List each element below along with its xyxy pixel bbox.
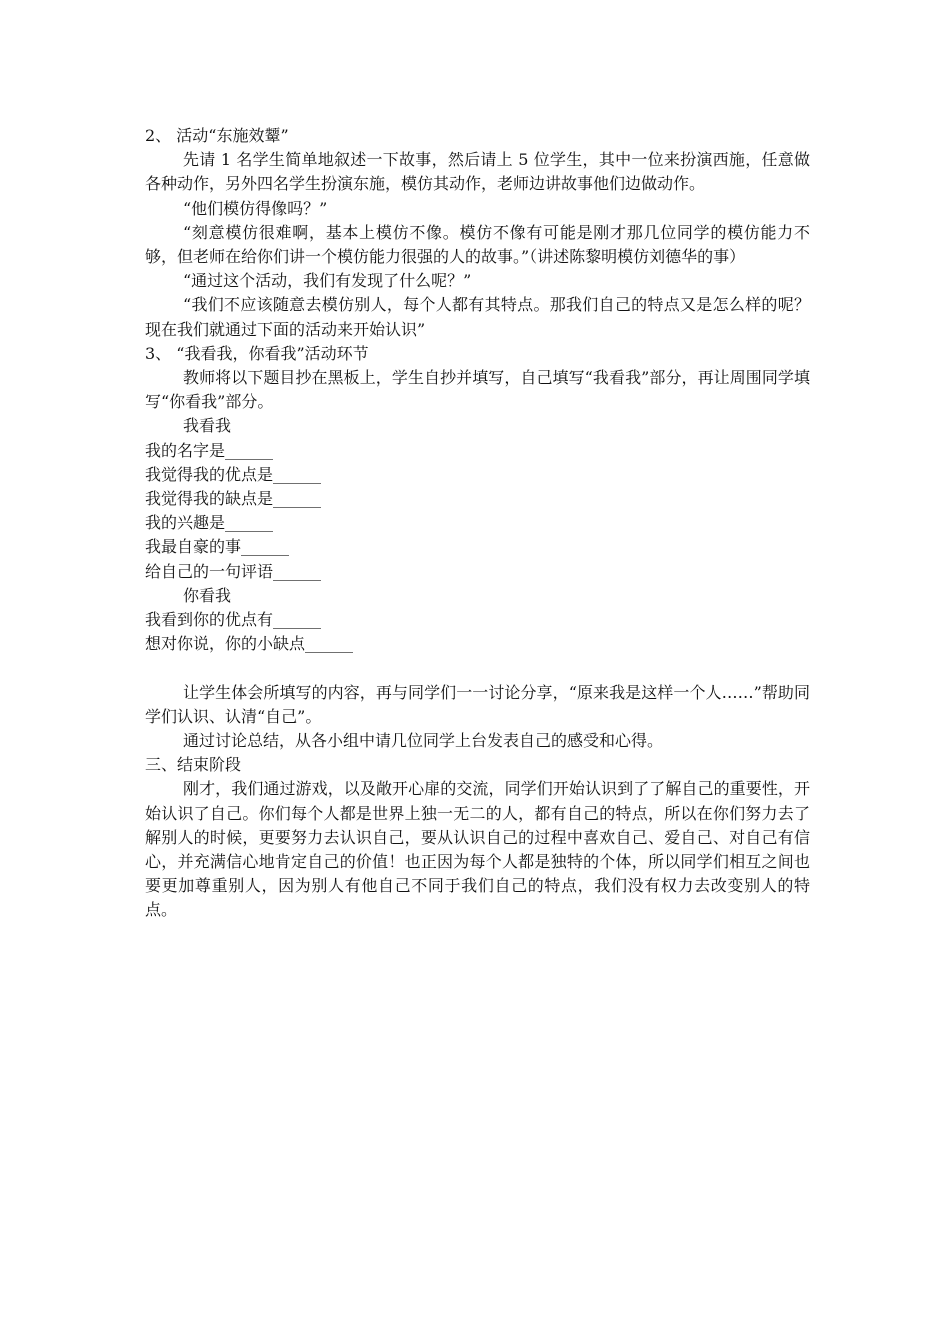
- form-self-item: 我的名字是______: [145, 440, 274, 460]
- form-self-item: 给自己的一句评语______: [145, 561, 322, 581]
- form-self-item: 我觉得我的缺点是______: [145, 489, 322, 509]
- form-title-other: 你看我: [183, 585, 232, 605]
- form-title-self: 我看我: [183, 416, 232, 436]
- discussion-paragraph-2: 通过讨论总结，从各小组中请几位同学上台发表自己的感受和心得。: [183, 731, 664, 751]
- form-other-item: 想对你说，你的小缺点______: [145, 634, 354, 654]
- section-2-question-2: “通过这个活动，我们有发现了什么呢？”: [183, 271, 472, 291]
- form-self-item: 我最自豪的事______: [145, 537, 290, 557]
- blank-line: [145, 656, 810, 680]
- closing-section-heading: 三、结束阶段: [145, 755, 242, 775]
- discussion-paragraph-1: 让学生体会所填写的内容，再与同学们一一讨论分享，“原来我是这样一个人……”帮助同学们认识、认清“自己”。: [145, 682, 810, 726]
- section-2-paragraph-1: 先请 1 名学生简单地叙述一下故事，然后请上 5 位学生，其中一位来扮演西施，任意做各种动作，另外四名学生扮演东施，模仿其动作，老师边讲故事他们边做动作。: [145, 150, 810, 194]
- section-2-paragraph-2: “刻意模仿很难啊，基本上模仿不像。模仿不像有可能是刚才那几位同学的模仿能力不够，但老师在给你们讲一个模仿能力很强的人的故事。”（讲述陈黎明模仿刘德华的事）: [145, 222, 810, 267]
- section-3-paragraph-1: 教师将以下题目抄在黑板上，学生自抄并填写，自己填写“我看我”部分，再让周围同学填写“你看我”部分。: [145, 368, 810, 412]
- section-2-paragraph-3: “我们不应该随意去模仿别人，每个人都有其特点。那我们自己的特点又是怎么样的呢？现在我们就通过下面的活动来开始认识”: [145, 295, 810, 339]
- section-2-question-1: “他们模仿得像吗？”: [183, 198, 328, 218]
- form-self-item: 我的兴趣是______: [145, 513, 274, 533]
- section-2-heading: 2、 活动“东施效颦”: [145, 126, 289, 145]
- form-other-item: 我看到你的优点有______: [145, 610, 322, 630]
- form-self-item: 我觉得我的优点是______: [145, 464, 322, 484]
- closing-paragraph: 刚才，我们通过游戏，以及敞开心扉的交流，同学们开始认识到了了解自己的重要性，开始认识了自己。你们每个人都是世界上独一无二的人，都有自己的特点，所以在你们努力去了解别人的时候，更要努力去认识自己，要从认识自己的过程中喜欢自己、爱自己、对自己有信心，并充满信心地肯定自己的价值！也正因为每个人都是独特的个体，所以同学们相互之间也要更加尊重别人，因为别人有他自己不同于我们自己的特点，我们没有权力去改变别人的特点。: [145, 779, 810, 920]
- document-page: [145, 124, 810, 923]
- section-3-heading: 3、 “我看我，你看我”活动环节: [145, 343, 369, 363]
